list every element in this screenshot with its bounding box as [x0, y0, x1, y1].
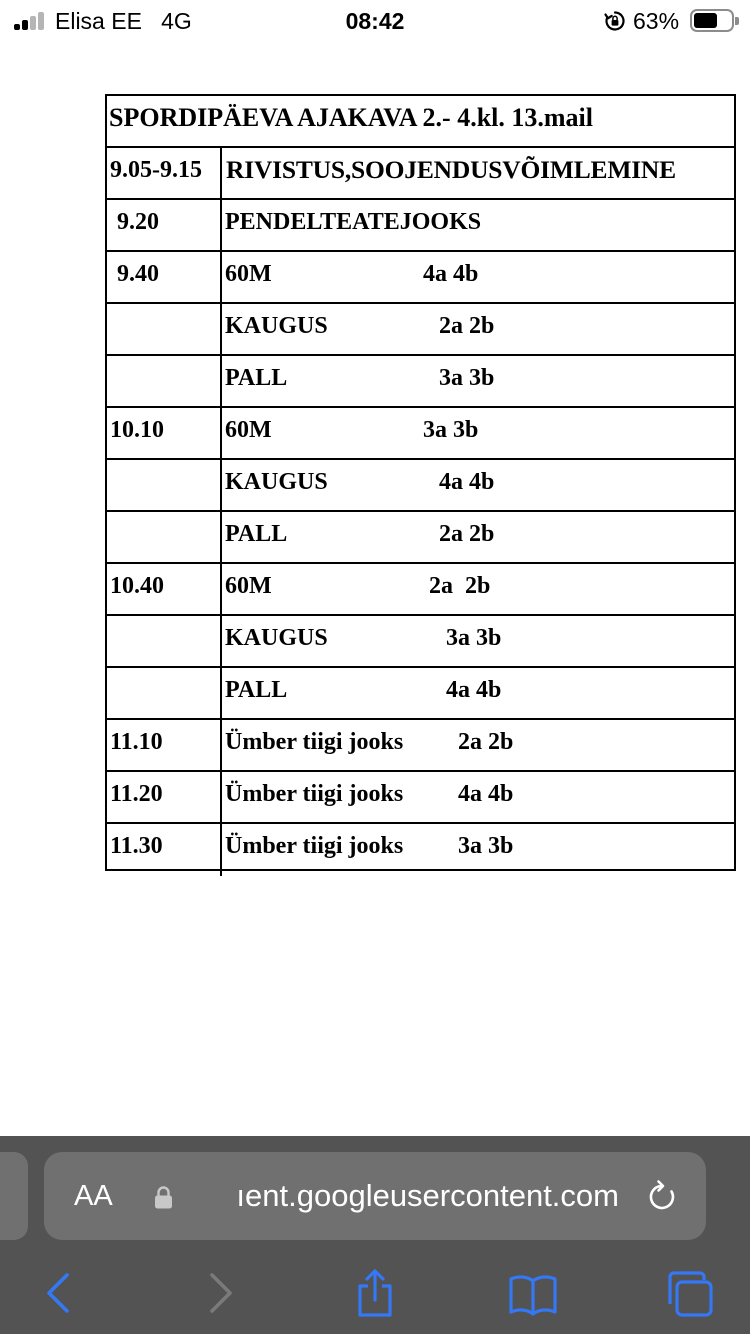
reload-icon[interactable] [644, 1179, 680, 1215]
url-text[interactable]: ıent.googleusercontent.com [236, 1178, 619, 1213]
table-row [107, 512, 734, 564]
table-row [107, 408, 734, 460]
table-row [107, 824, 734, 876]
event-cell: 60M [225, 261, 272, 287]
schedule-table [105, 94, 736, 871]
battery-percent: 63% [633, 8, 680, 34]
time-cell: 11.10 [107, 720, 222, 770]
orientation-lock-icon [604, 10, 626, 32]
event-cell: Ümber tiigi jooks [225, 833, 404, 859]
event-cell: Ümber tiigi jooks [225, 729, 404, 755]
event-cell: PALL [225, 365, 288, 391]
battery-icon [690, 9, 734, 32]
class-cell: 2a 2b [429, 573, 491, 599]
time-cell [107, 356, 222, 406]
class-cell: 3a 3b [423, 417, 479, 443]
lock-icon [154, 1185, 173, 1209]
table-row [107, 564, 734, 616]
event-cell: PALL [225, 677, 288, 703]
event-cell: Ümber tiigi jooks [225, 781, 404, 807]
class-cell: 4a 4b [446, 677, 502, 703]
schedule-title: SPORDIPÄEVA AJAKAVA 2.- 4.kl. 13.mail [109, 103, 593, 132]
event-cell: KAUGUS [225, 313, 328, 339]
share-icon[interactable] [350, 1268, 400, 1318]
class-cell: 2a 2b [458, 729, 514, 755]
event-cell: KAUGUS [225, 469, 328, 495]
time-cell: 9.20 [107, 200, 222, 250]
table-title-row [107, 96, 734, 148]
class-cell: 2a 2b [439, 313, 495, 339]
event-cell: 60M [225, 417, 272, 443]
browser-bottom-bar [0, 1136, 750, 1334]
class-cell: 4a 4b [439, 469, 495, 495]
class-cell: 3a 3b [458, 833, 514, 859]
status-time: 08:42 [345, 8, 405, 34]
table-row [107, 668, 734, 720]
address-bar[interactable] [44, 1152, 706, 1240]
class-cell: 3a 3b [446, 625, 502, 651]
bookmarks-icon[interactable] [508, 1268, 558, 1318]
event-cell: 60M [225, 573, 272, 599]
time-cell: 9.05-9.15 [107, 148, 222, 198]
time-cell: 11.20 [107, 772, 222, 822]
time-cell: 9.40 [107, 252, 222, 302]
event-cell: RIVISTUS,SOOJENDUSVÕIMLEMINE [226, 155, 676, 184]
forward-icon [195, 1268, 245, 1318]
tabs-icon[interactable] [664, 1268, 714, 1318]
table-row [107, 772, 734, 824]
time-cell [107, 616, 222, 666]
status-bar [0, 0, 750, 44]
event-cell: KAUGUS [225, 625, 328, 651]
carrier-label: Elisa EE 4G [55, 8, 192, 34]
event-cell: PENDELTEATEJOOKS [225, 209, 482, 235]
table-row [107, 304, 734, 356]
table-row [107, 148, 734, 200]
table-row [107, 356, 734, 408]
class-cell: 2a 2b [439, 521, 495, 547]
time-cell: 10.40 [107, 564, 222, 614]
event-cell: PALL [225, 521, 288, 547]
previous-tab-preview[interactable] [0, 1152, 28, 1240]
time-cell: 11.30 [107, 824, 222, 876]
table-row [107, 720, 734, 772]
text-size-button[interactable]: AA [74, 1180, 113, 1212]
class-cell: 4a 4b [423, 261, 479, 287]
time-cell [107, 512, 222, 562]
class-cell: 3a 3b [439, 365, 495, 391]
table-row [107, 460, 734, 512]
class-cell: 4a 4b [458, 781, 514, 807]
time-cell: 10.10 [107, 408, 222, 458]
table-row [107, 252, 734, 304]
time-cell [107, 668, 222, 718]
time-cell [107, 460, 222, 510]
table-row [107, 616, 734, 668]
table-row [107, 200, 734, 252]
time-cell [107, 304, 222, 354]
back-icon[interactable] [34, 1268, 84, 1318]
